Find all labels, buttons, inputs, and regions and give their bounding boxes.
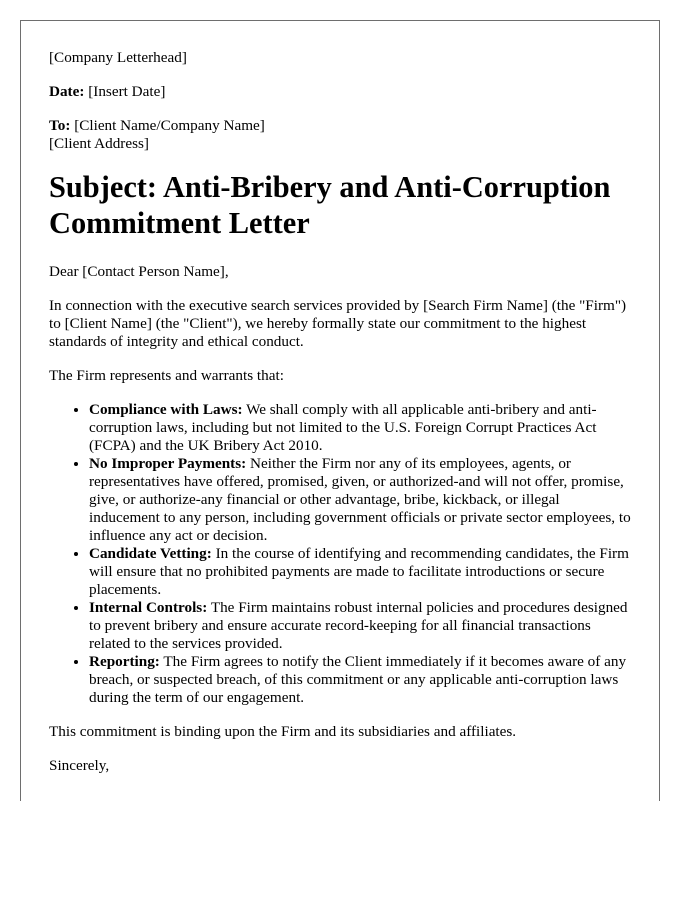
binding-statement: This commitment is binding upon the Firm and its subsidiaries and affiliates. xyxy=(49,723,517,740)
list-item xyxy=(89,401,633,455)
list-item xyxy=(89,545,633,599)
list-item xyxy=(89,653,633,707)
date-label: Date: xyxy=(49,83,85,100)
list-item-title: Candidate Vetting: xyxy=(89,545,212,562)
recipient-name-line xyxy=(49,117,633,135)
list-item-title: Compliance with Laws: xyxy=(89,401,243,418)
closing: Sincerely, xyxy=(49,757,110,774)
salutation: Dear [Contact Person Name], xyxy=(49,263,229,280)
recipient-name: [Client Name/Company Name] xyxy=(74,117,265,134)
list-item xyxy=(89,455,633,545)
list-item-title: No Improper Payments: xyxy=(89,455,247,472)
commitment-list xyxy=(49,401,633,707)
list-item-text: Neither the Firm nor any of its employees, agents, or representatives have offered, promised, given, or authorized-and will not offer, promise, give, or authorize-any financial or other advantage, bribe, kickback, or illegal inducement to any person, including government officials or private sector employees, to influence any act or decision. xyxy=(89,455,631,544)
recipient-address: [Client Address] xyxy=(49,135,149,152)
list-item-title: Reporting: xyxy=(89,653,160,670)
recipient-block xyxy=(49,117,633,153)
list-item-text: The Firm maintains robust internal policies and procedures designed to prevent bribery and ensure accurate record-keeping for all financial transactions related to the services provided. xyxy=(89,599,628,652)
list-item xyxy=(89,599,633,653)
letter-content xyxy=(49,49,633,791)
intro-paragraph: In connection with the executive search services provided by [Search Firm Name] (the "Firm") to [Client Name] (the "Client"), we hereby formally state our commitment to the highest standards of integrity and ethical conduct. xyxy=(49,297,627,350)
company-letterhead: [Company Letterhead] xyxy=(49,49,187,66)
list-item-text: The Firm agrees to notify the Client immediately if it becomes aware of any breach, or suspected breach, of this commitment or any applicable anti-corruption laws during the term of our engagement. xyxy=(89,653,627,706)
list-item-text: In the course of identifying and recommending candidates, the Firm will ensure that no prohibited payments are made to facilitate introductions or secure placements. xyxy=(89,545,629,598)
date-line xyxy=(49,83,633,101)
warrants-intro: The Firm represents and warrants that: xyxy=(49,367,284,384)
list-item-title: Internal Controls: xyxy=(89,599,208,616)
letter-page xyxy=(20,20,660,801)
subject-heading: Subject: Anti-Bribery and Anti-Corruption Commitment Letter xyxy=(49,170,611,240)
date-value: [Insert Date] xyxy=(88,83,166,100)
recipient-label: To: xyxy=(49,117,71,134)
list-item-text: We shall comply with all applicable anti-bribery and anti-corruption laws, including but not limited to the U.S. Foreign Corrupt Practices Act (FCPA) and the UK Bribery Act 2010. xyxy=(89,401,597,454)
